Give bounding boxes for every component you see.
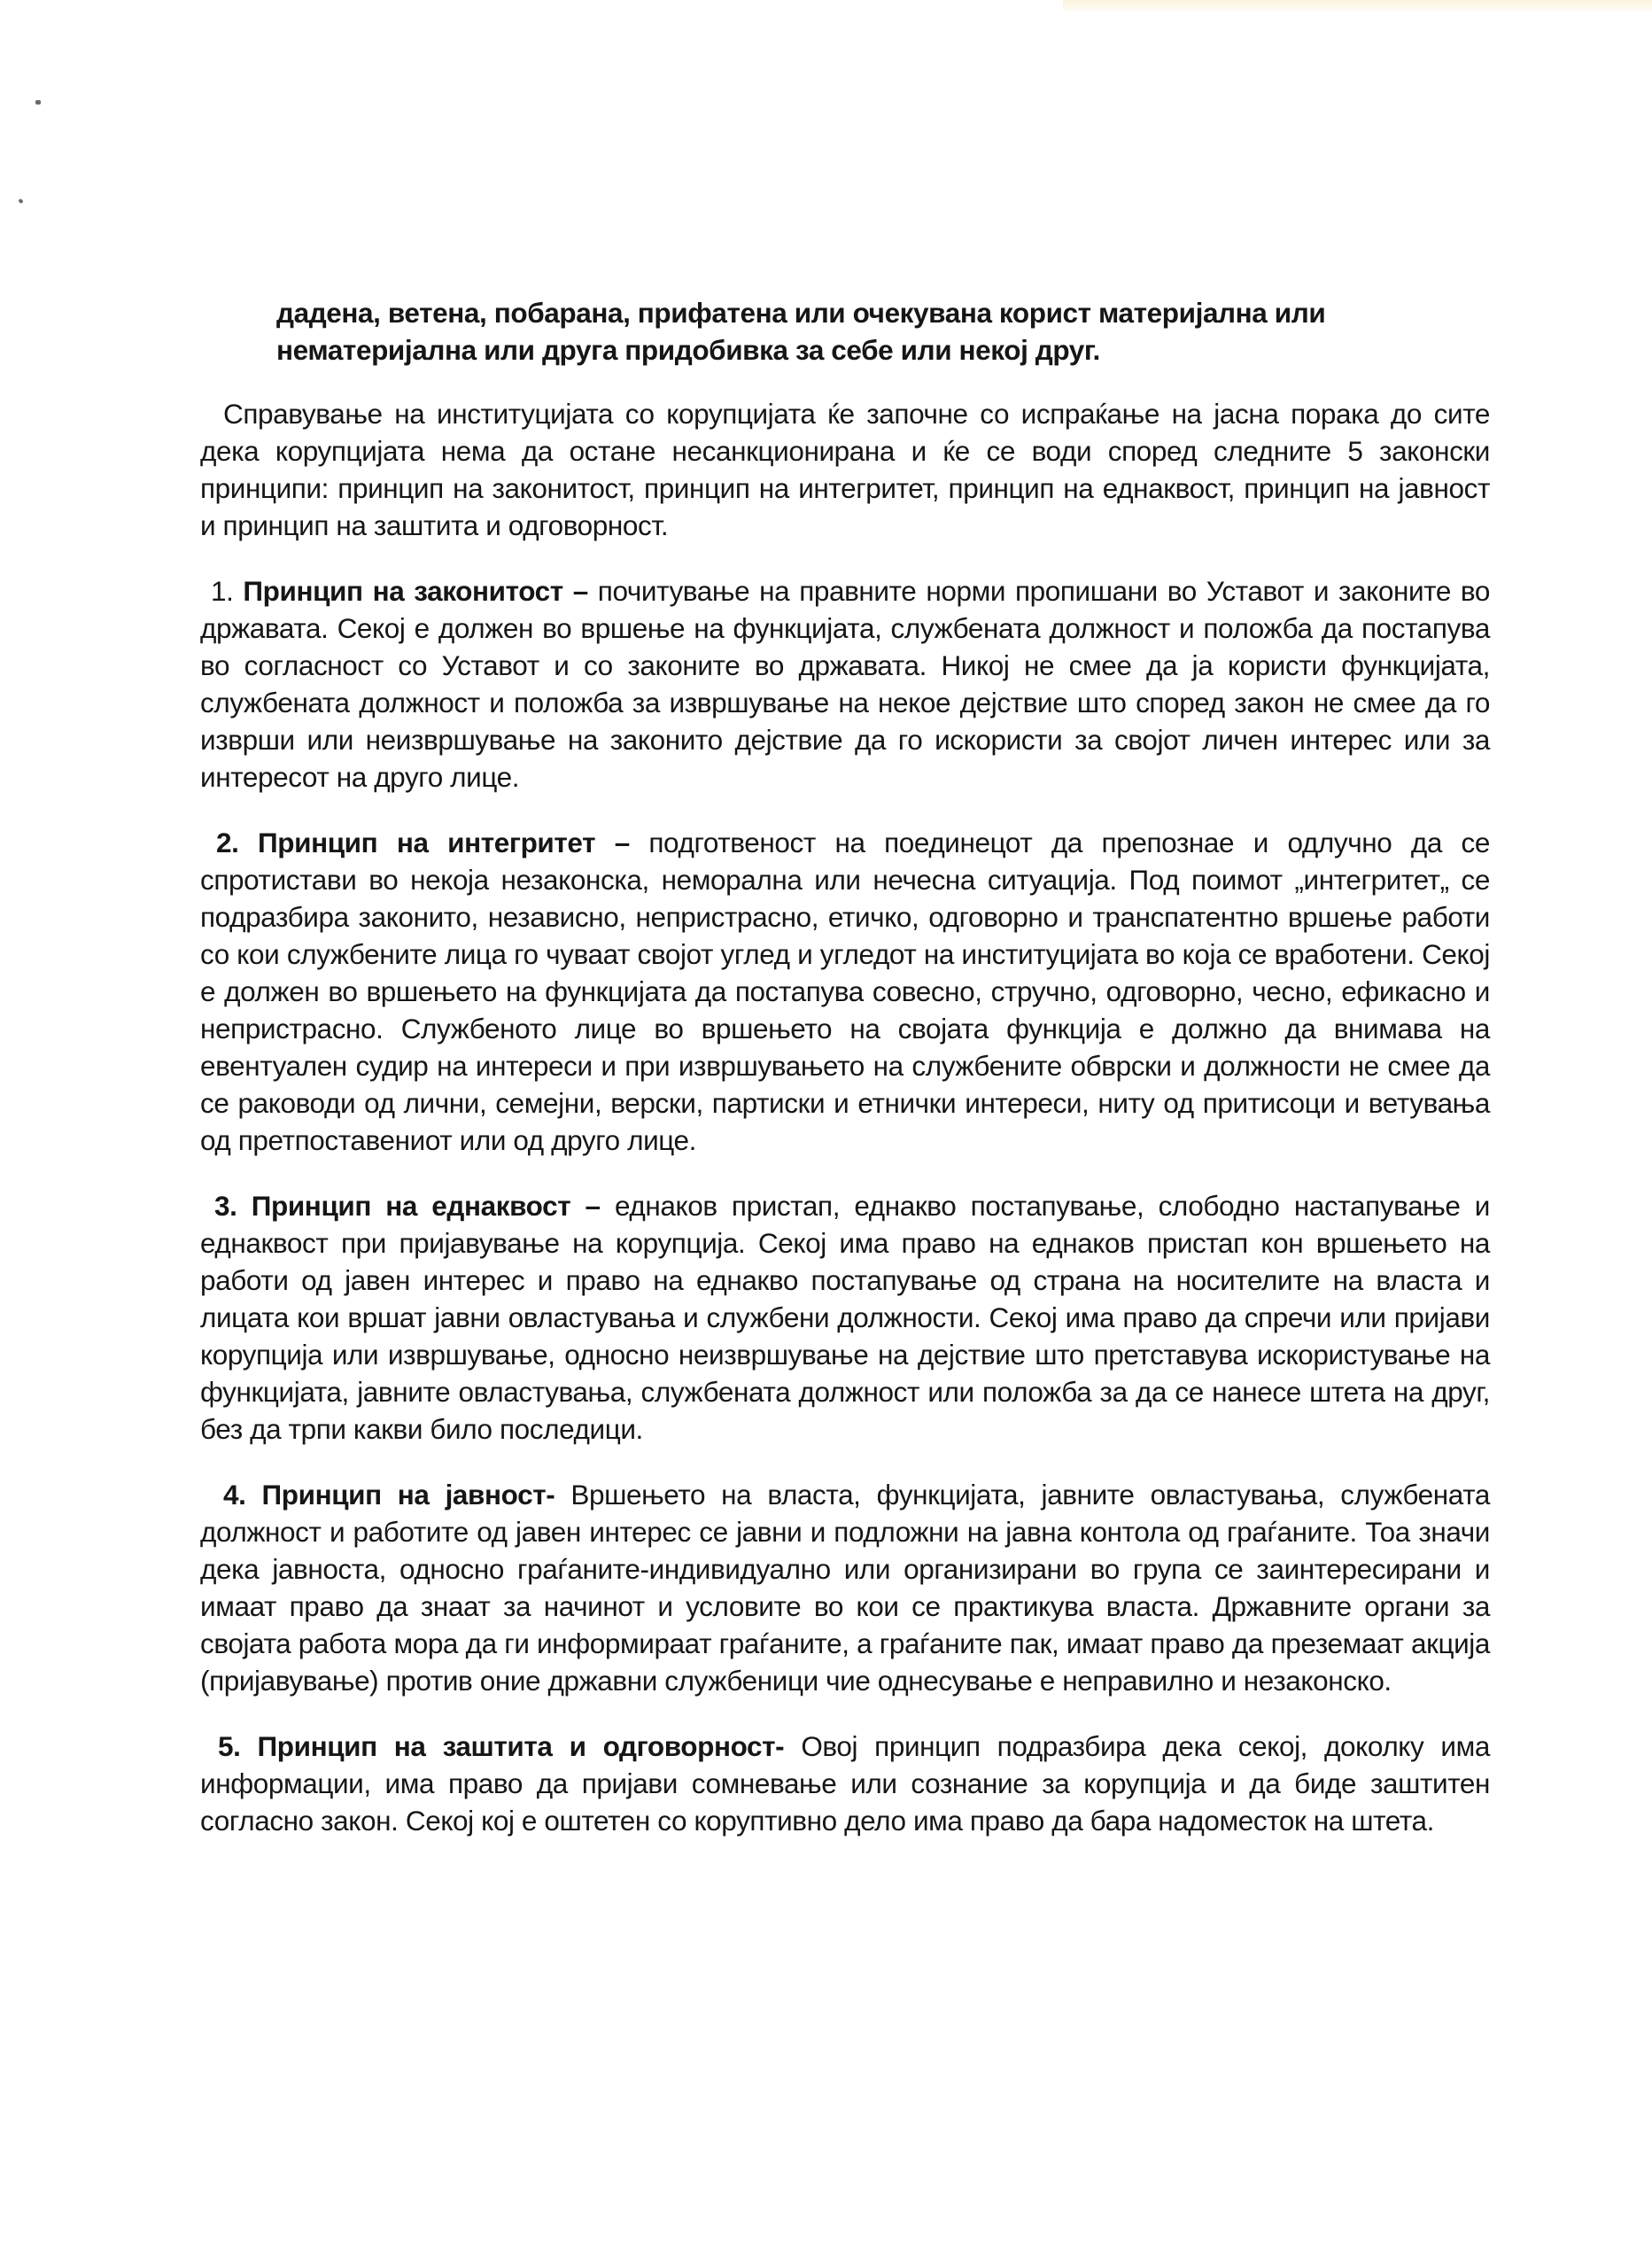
principle-number: 5. [218,1730,241,1762]
principle-number: 1. [211,575,234,607]
principle-legality [200,572,1490,796]
principle-number: 2. [216,827,239,858]
principle-title: Принцип на јавност- [261,1479,555,1511]
principle-text: подготвеност на поединецот да препознае и одлучно да се спротистави во некоја незаконска, неморална или нечесна ситуација. Под поимот „интегритет„ се подразбира законито, независно, непристрасно, етичко, одговорно и транспатентно вршење работи со кои службените лица го чуваат својот углед и угледот на институцијата во која се вработени. Секој е должен во вршењето на функцијата да постапува совесно, стручно, одговорно, чесно, ефикасно и непристрасно. Службеното лице во вршењето на својата функција е должно да внимава на евентуален судир на интереси и при извршувањето на службените обврски и должности не смее да се раководи од лични, семејни, верски, партиски и етнички интереси, ниту од притисоци и ветувања од претпоставениот или од друго лице. [200,827,1490,1156]
principle-title: Принцип на заштита и одговорност- [257,1730,785,1762]
principle-text: Вршењето на власта, функцијата, јавните овластувања, службената должност и работите од јавен интерес се јавни и подложни на јавна контола од граѓаните. Тоа значи дека јавноста, односно граѓаните-индивидуално или организирани во група се заинтересирани и имаат право да знаат за начинот и условите во кои се практикува власта. Државните органи за својата работа мора да ги информираат граѓаните, а граѓаните пак, имаат право да преземаат акција (пријавување) против оние државни службеници чие однесување е неправилно и незаконско. [200,1479,1490,1697]
scan-speck [35,100,41,105]
intro-bold-text: дадена, ветена, побарана, прифатена или очекувана корист материјална или нематеријална или друга придобивка за себе или некој друг. [276,297,1326,366]
principle-title: Принцип на еднаквост – [251,1190,601,1222]
principle-title: Принцип на интегритет – [258,827,630,858]
principle-text: Овој принцип подразбира дека секој, доколку има информации, има право да пријави сомневање или сознание за корупција и да биде заштитен согласно закон. Секој кој е оштетен со коруптивно дело има право да бара надоместок на штета. [200,1730,1490,1837]
principle-text: еднаков пристап, еднакво постапување, слободно настапување и еднаквост при пријавување на корупција. Секој има право на еднаков пристап кон вршењето на работи од јавен интерес и право на еднакво постапување од страна на носителите на власта и лицата кои вршат јавни овластувања и службени должности. Секој има право да спречи или пријави корупција или извршување, односно неизвршување на дејствие што претставува искористување на функцијата, јавните овластувања, службената должност или положба за да се нанесе штета на друг, без да трпи какви било последици. [200,1190,1490,1445]
principle-number: 4. [223,1479,246,1511]
principle-number: 3. [214,1190,237,1222]
principle-publicity [200,1476,1490,1699]
principle-integrity [200,824,1490,1159]
scan-speck [18,198,23,204]
principle-equality [200,1187,1490,1448]
principle-text: почитување на правните норми пропишани во Уставот и законите во државата. Секој е должен во вршење на функцијата, службената должност и положба да постапува во согласност со Уставот и со законите во државата. Никој не смее да ја користи функцијата, службената должност и положба за извршување на некое дејствие што според закон не смее да го изврши или неизвршување на законито дејствие да го искористи за својот личен интерес или за интересот на друго лице. [200,575,1490,793]
document-page [200,0,1490,1974]
principle-protection-responsibility [200,1728,1490,1839]
intro-paragraph: Справување на институцијата со корупцијата ќе започне со испраќање на јасна порака до сите дека корупцијата нема да остане несанкционирана и ќе се води според следните 5 законски принципи: принцип на законитост, принцип на интегритет, принцип на еднаквост, принцип на јавност и принцип на заштита и одговорност. [200,398,1490,541]
principle-title: Принцип на законитост – [243,575,588,607]
